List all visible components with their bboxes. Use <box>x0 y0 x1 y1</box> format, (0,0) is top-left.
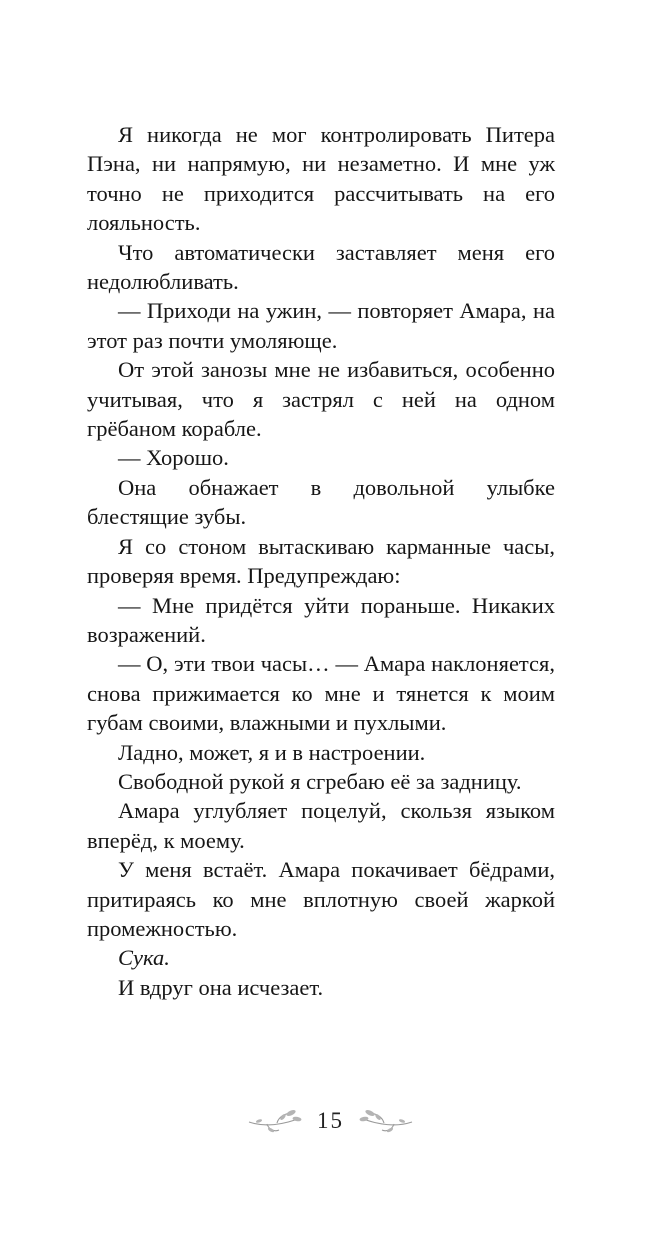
page-footer <box>0 1102 661 1138</box>
floral-ornament-icon <box>358 1104 414 1136</box>
floral-ornament-icon <box>247 1104 303 1136</box>
paragraph: — Мне придётся уйти пораньше. Никаких возражений. <box>87 592 555 647</box>
paragraph: От этой занозы мне не избавиться, особенно учитывая, что я застрял с ней на одном грёбаном корабле. <box>87 357 555 442</box>
paragraph: У меня встаёт. Амара покачивает бёдрами, притираясь ко мне вплотную своей жаркой промежностью. <box>87 857 555 941</box>
paragraph: И вдруг она исчезает. <box>118 974 324 1000</box>
paragraph: — Хорошо. <box>118 445 229 471</box>
paragraph: Я никогда не мог контролировать Питера Пэна, ни напрямую, ни незаметно. И мне уж точно не приходится рассчитывать на его лояльность. <box>87 122 555 236</box>
page-number: 15 <box>317 1107 344 1133</box>
paragraph: Она обнажает в довольной улыбке блестящие зубы. <box>87 474 555 530</box>
page-text <box>87 120 555 1002</box>
paragraph: Что автоматически заставляет меня его недолюбливать. <box>87 239 555 295</box>
paragraph: Амара углубляет поцелуй, скользя языком вперёд, к моему. <box>87 798 555 853</box>
paragraph: Ладно, может, я и в настроении. <box>118 739 426 765</box>
paragraph: Я со стоном вытаскиваю карманные часы, проверяя время. Предупреждаю: <box>87 533 555 589</box>
paragraph: — Приходи на ужин, — повторяет Амара, на этот раз почти умоляюще. <box>87 298 555 353</box>
paragraph: Свободной рукой я сгребаю её за задницу. <box>118 768 522 794</box>
paragraph: — О, эти твои часы… — Амара наклоняется, снова прижимается ко мне и тянется к моим губам своими, влажными и пухлыми. <box>87 651 555 736</box>
paragraph-italic: Сука. <box>118 945 170 971</box>
